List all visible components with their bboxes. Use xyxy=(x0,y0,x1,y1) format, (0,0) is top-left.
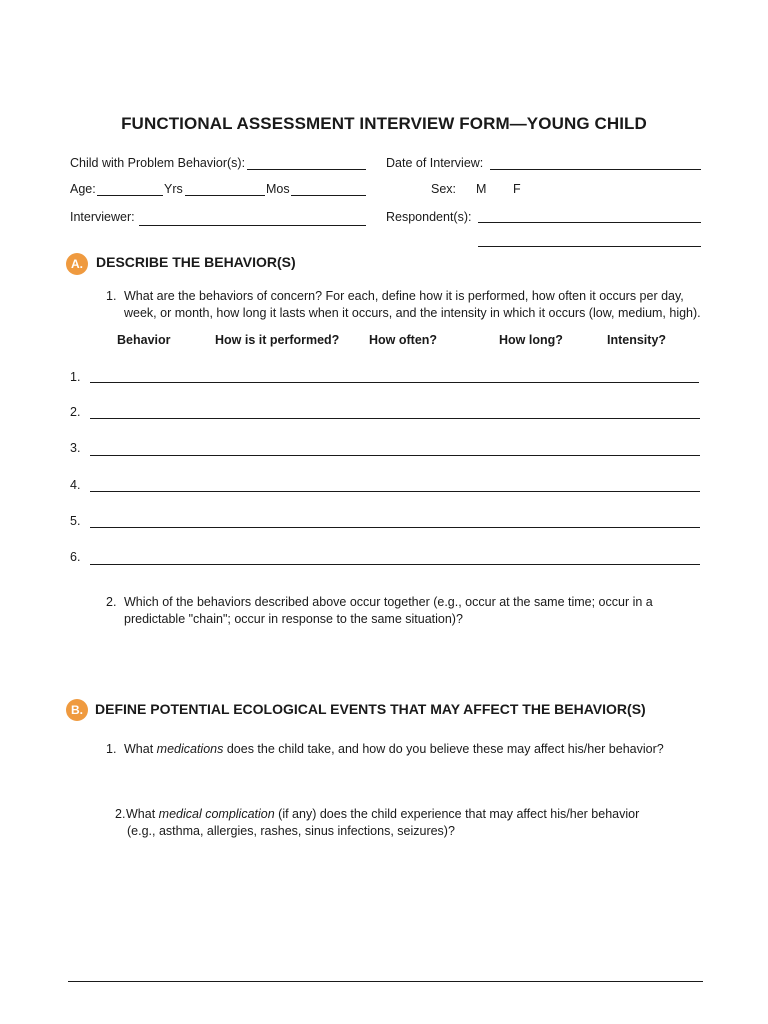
row-number: 2. xyxy=(70,405,81,419)
b-q1-text: What medications does the child take, and how do you believe these may affect his/her behavior? xyxy=(124,742,664,756)
footer-divider xyxy=(68,981,703,982)
respondent-field-2[interactable] xyxy=(478,246,701,247)
section-a-badge: A. xyxy=(66,253,88,275)
age-field[interactable] xyxy=(97,195,163,196)
behavior-row-line-4[interactable] xyxy=(90,491,700,492)
q1-text: What are the behaviors of concern? For each, define how it is performed, how often it occurs per day, week, or month, how long it lasts when it occurs, and the intensity in which it occurs (low, medium, high). xyxy=(124,289,701,320)
date-label: Date of Interview: xyxy=(386,156,484,170)
col-how-often: How often? xyxy=(369,333,438,347)
section-a-title: DESCRIBE THE BEHAVIOR(S) xyxy=(96,254,296,270)
respondent-field[interactable] xyxy=(478,222,701,223)
date-field[interactable] xyxy=(490,169,701,170)
section-b-badge: B. xyxy=(66,699,88,721)
child-label: Child with Problem Behavior(s): xyxy=(70,156,246,170)
q2-number: 2. xyxy=(106,595,117,609)
behavior-row-line-5[interactable] xyxy=(90,527,700,528)
behavior-row-line-6[interactable] xyxy=(90,564,700,565)
page-title: FUNCTIONAL ASSESSMENT INTERVIEW FORM—YOUNG CHILD xyxy=(121,114,647,133)
col-intensity: Intensity? xyxy=(607,333,667,347)
sex-label: Sex: xyxy=(431,182,457,196)
age-label: Age: xyxy=(70,182,96,196)
row-number: 5. xyxy=(70,514,81,528)
b-q1-number: 1. xyxy=(106,742,117,756)
row-number: 3. xyxy=(70,441,81,455)
interviewer-label: Interviewer: xyxy=(70,210,135,224)
interviewer-field[interactable] xyxy=(139,225,366,226)
row-number: 4. xyxy=(70,478,81,492)
respondent-label: Respondent(s): xyxy=(386,210,472,224)
row-number: 6. xyxy=(70,550,81,564)
behavior-row-line-1[interactable] xyxy=(90,382,699,383)
q2-text: Which of the behaviors described above occur together (e.g., occur at the same time; occur in a predictable "chain"; occur in response to the same situation)? xyxy=(124,595,653,626)
col-behavior: Behavior xyxy=(117,333,171,347)
sex-option-m[interactable]: M xyxy=(476,182,487,196)
child-name-field[interactable] xyxy=(247,169,366,170)
col-how-long: How long? xyxy=(499,333,563,347)
q1-number: 1. xyxy=(106,289,117,303)
mos-field[interactable] xyxy=(291,195,366,196)
b-q2-text: What medical complication (if any) does the child experience that may affect his/her behavior xyxy=(126,807,640,821)
mos-label: Mos xyxy=(266,182,290,196)
section-b-title: DEFINE POTENTIAL ECOLOGICAL EVENTS THAT MAY AFFECT THE BEHAVIOR(S) xyxy=(95,701,646,717)
behavior-row-line-3[interactable] xyxy=(90,455,700,456)
yrs-field[interactable] xyxy=(185,195,265,196)
row-number: 1. xyxy=(70,370,81,384)
behavior-row-line-2[interactable] xyxy=(90,418,700,419)
sex-option-f[interactable]: F xyxy=(513,182,521,196)
col-how-performed: How is it performed? xyxy=(215,333,340,347)
yrs-label: Yrs xyxy=(164,182,183,196)
b-q2-number: 2. xyxy=(115,807,126,821)
b-q2-text-line2: (e.g., asthma, allergies, rashes, sinus infections, seizures)? xyxy=(127,824,455,838)
